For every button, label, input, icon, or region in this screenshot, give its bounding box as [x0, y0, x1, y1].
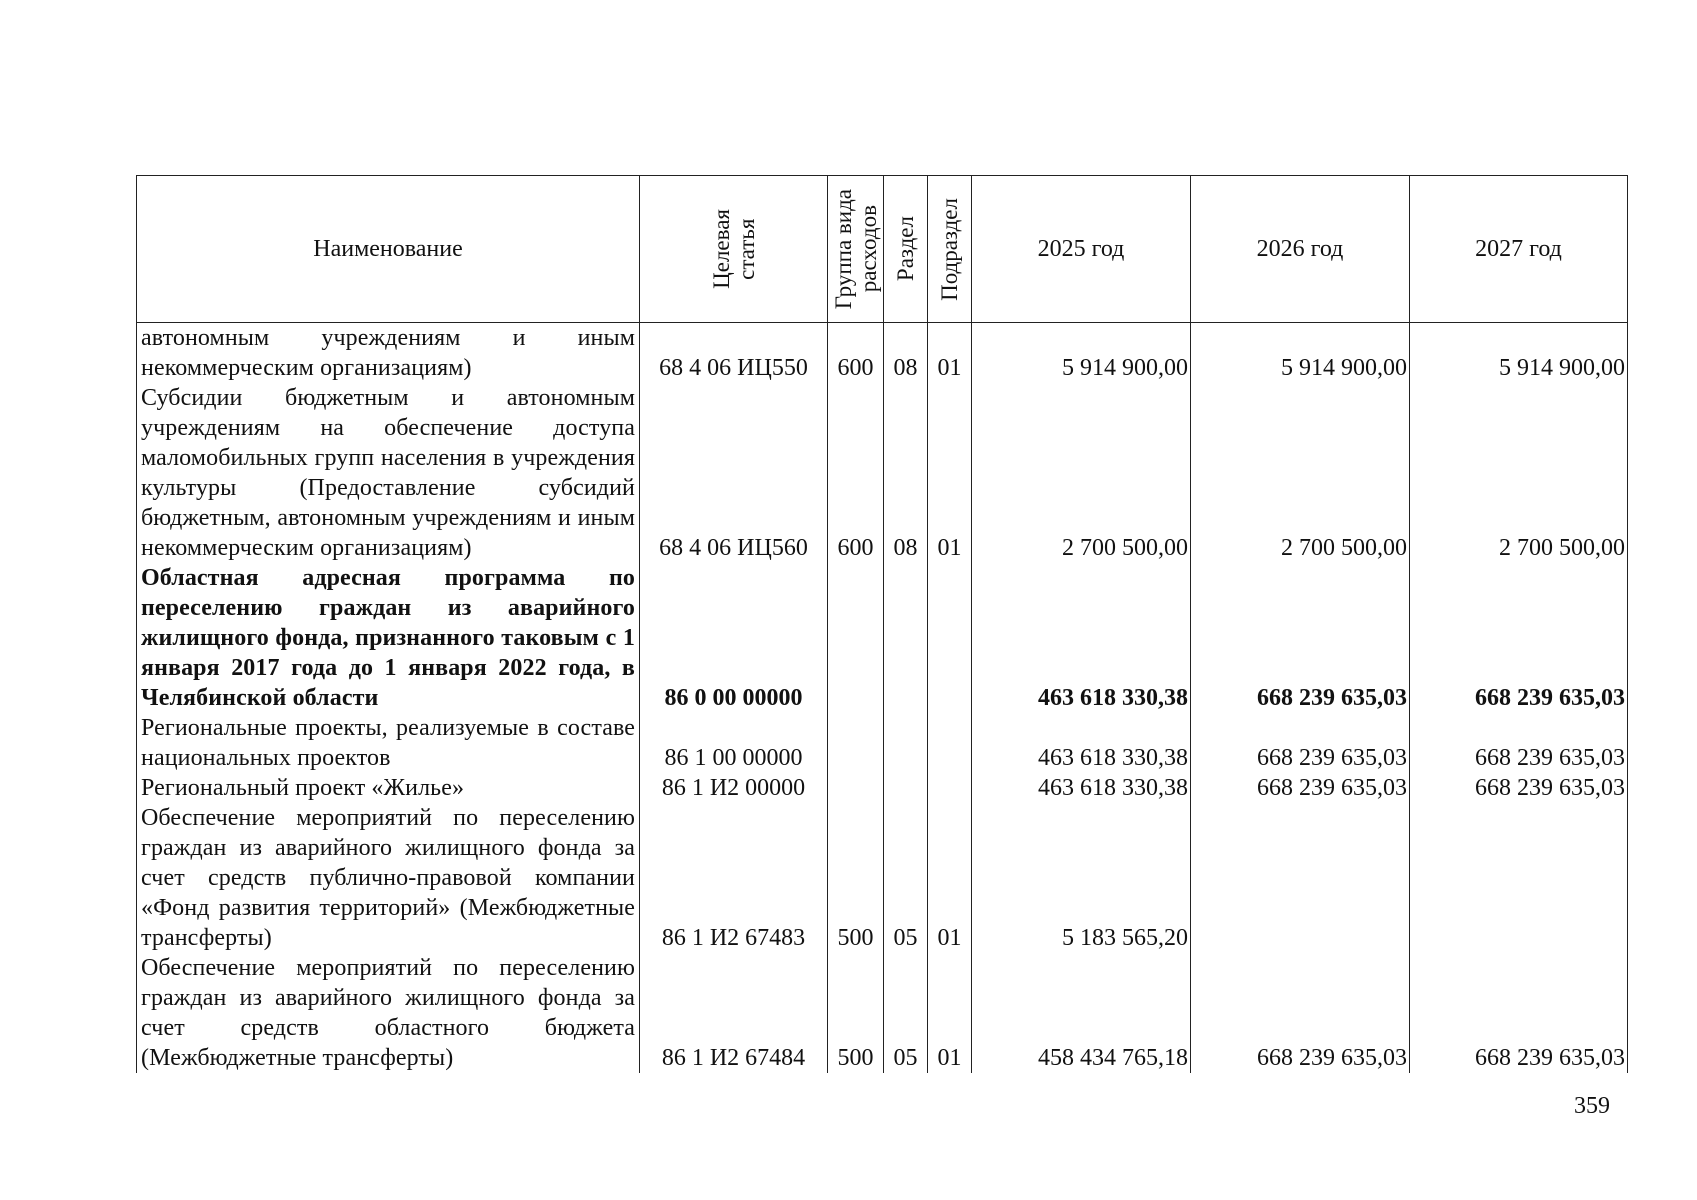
row-target-article: 86 1 00 00000	[640, 713, 828, 773]
row-amount-2026: 668 239 635,03	[1191, 713, 1410, 773]
row-amount-2026: 668 239 635,03	[1191, 953, 1410, 1073]
row-section	[884, 563, 928, 713]
row-name: Региональные проекты, реализуемые в составе национальных проектов	[137, 713, 640, 773]
row-amount-2027: 668 239 635,03	[1410, 713, 1628, 773]
row-target-article: 86 1 И2 67484	[640, 953, 828, 1073]
row-target-article: 68 4 06 ИЦ560	[640, 383, 828, 563]
row-amount-2025: 463 618 330,38	[972, 563, 1191, 713]
row-amount-2027: 668 239 635,03	[1410, 563, 1628, 713]
header-target-article-cell	[640, 176, 828, 323]
row-amount-2025: 5 914 900,00	[972, 323, 1191, 384]
row-target-article: 86 1 И2 67483	[640, 803, 828, 953]
header-year-2025: 2025 год	[972, 176, 1191, 323]
header-subsection: Подраздел	[937, 197, 962, 301]
row-subsection: 01	[928, 803, 972, 953]
row-amount-2027: 2 700 500,00	[1410, 383, 1628, 563]
header-expense-group-cell	[828, 176, 884, 323]
row-expense-group: 500	[828, 803, 884, 953]
row-amount-2025: 463 618 330,38	[972, 713, 1191, 773]
row-target-article: 86 0 00 00000	[640, 563, 828, 713]
row-amount-2025: 2 700 500,00	[972, 383, 1191, 563]
row-name: Субсидии бюджетным и автономным учреждениям на обеспечение доступа маломобильных групп населения в учреждения культуры (Предоставление субсидий бюджетным, автономным учреждениям и иным некоммерческим организациям)	[137, 383, 640, 563]
row-name: Обеспечение мероприятий по переселению граждан из аварийного жилищного фонда за счет средств областного бюджета (Межбюджетные трансферты)	[137, 953, 640, 1073]
row-expense-group: 500	[828, 953, 884, 1073]
table-row	[137, 953, 1628, 1073]
header-subsection-cell	[928, 176, 972, 323]
row-name: автономным учреждениям и иным некоммерческим организациям)	[137, 323, 640, 384]
row-amount-2027: 5 914 900,00	[1410, 323, 1628, 384]
row-section: 08	[884, 383, 928, 563]
row-section	[884, 713, 928, 773]
table-row	[137, 323, 1628, 384]
row-amount-2026	[1191, 803, 1410, 953]
table-row	[137, 803, 1628, 953]
row-section: 08	[884, 323, 928, 384]
row-name: Региональный проект «Жилье»	[137, 773, 640, 803]
row-amount-2026: 2 700 500,00	[1191, 383, 1410, 563]
row-amount-2025: 5 183 565,20	[972, 803, 1191, 953]
budget-table	[136, 175, 1628, 1073]
header-section: Раздел	[893, 216, 918, 282]
row-amount-2025: 458 434 765,18	[972, 953, 1191, 1073]
row-target-article: 68 4 06 ИЦ550	[640, 323, 828, 384]
row-expense-group: 600	[828, 323, 884, 384]
page-number: 359	[1574, 1093, 1610, 1119]
row-subsection	[928, 773, 972, 803]
table-row	[137, 383, 1628, 563]
row-name: Обеспечение мероприятий по переселению граждан из аварийного жилищного фонда за счет средств публично-правовой компании «Фонд развития территорий» (Межбюджетные трансферты)	[137, 803, 640, 953]
table-row	[137, 713, 1628, 773]
row-amount-2026: 5 914 900,00	[1191, 323, 1410, 384]
row-subsection: 01	[928, 323, 972, 384]
row-name: Областная адресная программа по переселению граждан из аварийного жилищного фонда, признанного таковым с 1 января 2017 года до 1 января 2022 года, в Челябинской области	[137, 563, 640, 713]
row-section: 05	[884, 953, 928, 1073]
header-section-cell	[884, 176, 928, 323]
row-expense-group	[828, 713, 884, 773]
row-section: 05	[884, 803, 928, 953]
row-expense-group	[828, 563, 884, 713]
row-amount-2027: 668 239 635,03	[1410, 953, 1628, 1073]
row-subsection: 01	[928, 383, 972, 563]
row-expense-group	[828, 773, 884, 803]
header-year-2027: 2027 год	[1410, 176, 1628, 323]
table-header-row	[137, 176, 1628, 323]
row-amount-2026: 668 239 635,03	[1191, 563, 1410, 713]
row-subsection	[928, 713, 972, 773]
header-expense-group: Группа вида расходов	[830, 188, 881, 310]
table-row	[137, 563, 1628, 713]
row-amount-2025: 463 618 330,38	[972, 773, 1191, 803]
row-subsection	[928, 563, 972, 713]
row-subsection: 01	[928, 953, 972, 1073]
row-amount-2026: 668 239 635,03	[1191, 773, 1410, 803]
row-expense-group: 600	[828, 383, 884, 563]
table-row	[137, 773, 1628, 803]
header-target-article: Целевая статья	[708, 209, 759, 289]
row-section	[884, 773, 928, 803]
row-amount-2027	[1410, 803, 1628, 953]
row-target-article: 86 1 И2 00000	[640, 773, 828, 803]
row-amount-2027: 668 239 635,03	[1410, 773, 1628, 803]
header-year-2026: 2026 год	[1191, 176, 1410, 323]
header-name: Наименование	[137, 176, 640, 323]
